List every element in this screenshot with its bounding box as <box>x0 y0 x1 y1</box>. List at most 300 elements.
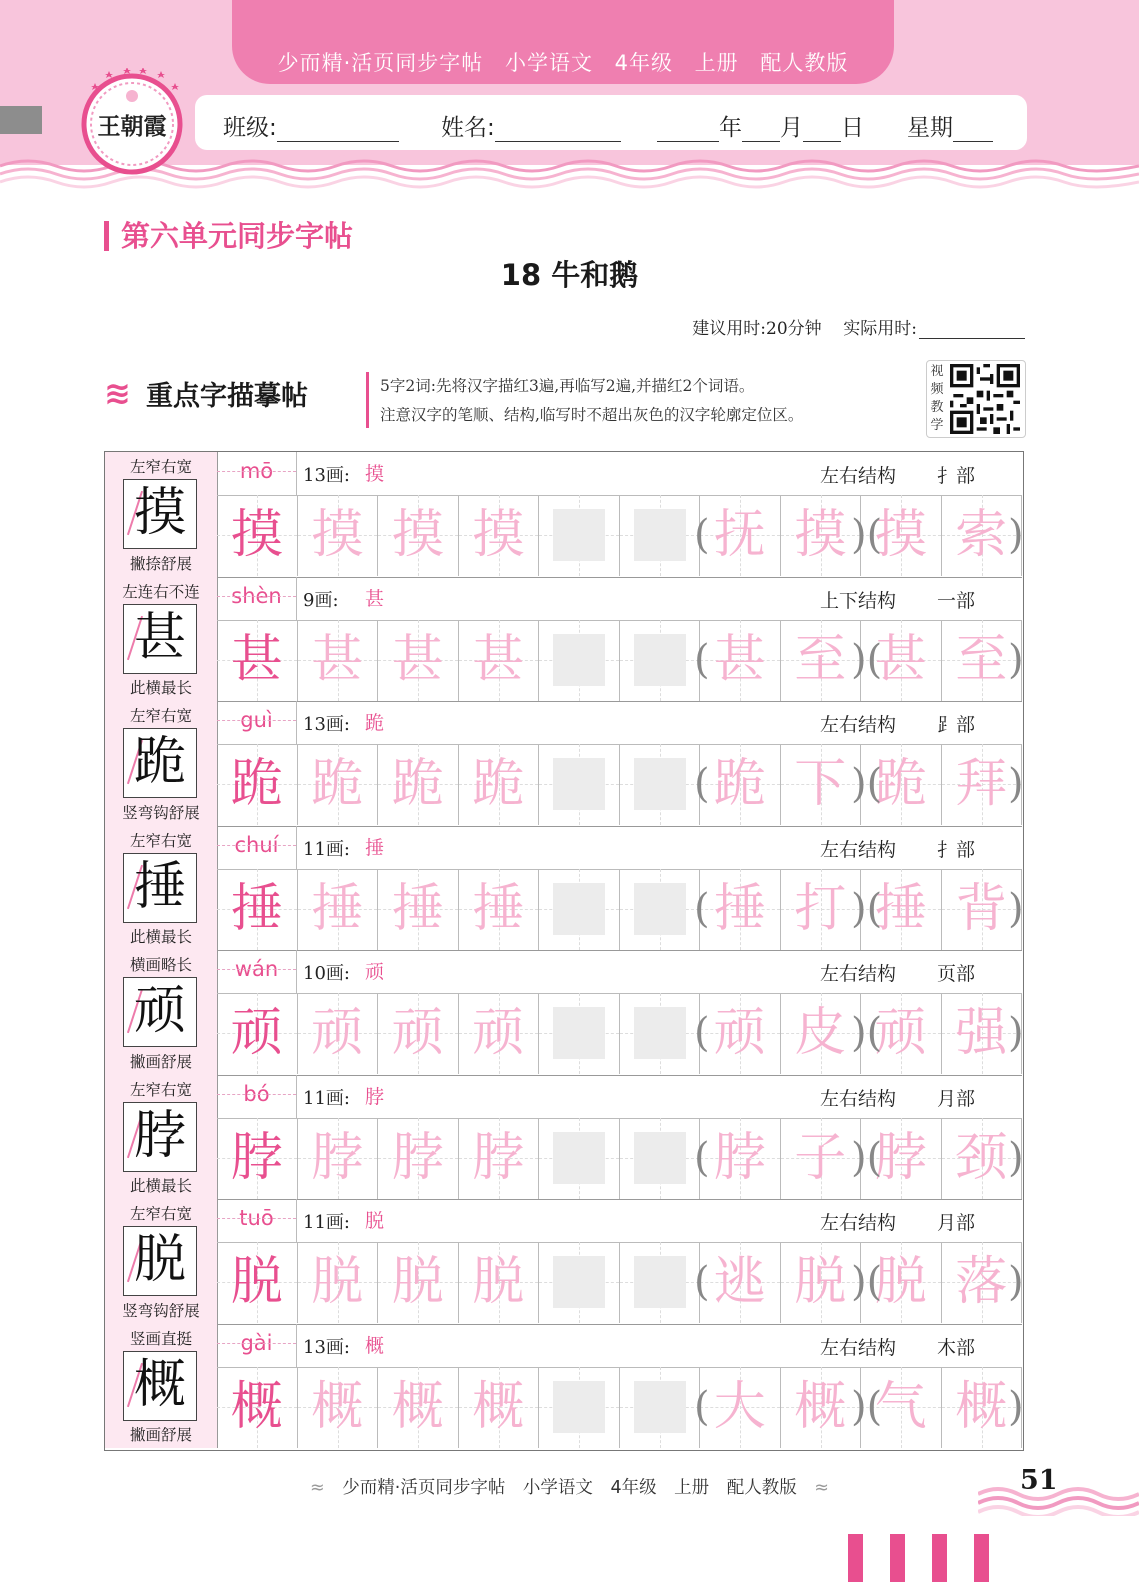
practice-cells <box>217 495 1022 576</box>
word-cell[interactable] <box>700 620 781 701</box>
char-info <box>217 1199 1022 1243</box>
structure: 左右结构 <box>820 1336 897 1359</box>
model-char-pink: 跪 <box>230 754 283 814</box>
model-char: 捶 <box>133 856 186 917</box>
word-char: 脱 <box>874 1252 927 1312</box>
word-char: 摸 <box>874 505 927 565</box>
write-cell[interactable] <box>539 1118 620 1199</box>
word-cell[interactable] <box>700 1367 781 1448</box>
trace-cell[interactable] <box>459 993 540 1074</box>
trace-char: 概 <box>311 1376 364 1437</box>
parenthesis: ( <box>694 512 710 558</box>
model-char-pink: 概 <box>230 1376 283 1437</box>
model-char: 脖 <box>133 1105 186 1166</box>
model-char-box <box>123 853 197 923</box>
write-cell[interactable] <box>620 495 701 576</box>
stroke-order-char: 脖 <box>365 1085 394 1108</box>
pinyin: bó <box>217 1075 297 1118</box>
trace-cell[interactable] <box>459 620 540 701</box>
parenthesis: )( <box>851 885 883 932</box>
word-char: 下 <box>794 754 847 814</box>
model-char-pink: 脱 <box>230 1252 283 1312</box>
trace-cell[interactable] <box>459 1367 540 1448</box>
char-row <box>105 1324 1022 1449</box>
logo-text: 王朝霞 <box>97 113 167 140</box>
write-cell[interactable] <box>539 869 620 950</box>
parenthesis: )( <box>851 636 883 683</box>
model-char-box <box>123 479 197 549</box>
model-char-box <box>123 1102 197 1172</box>
word-char: 逃 <box>713 1252 766 1312</box>
word-cell[interactable] <box>700 1118 781 1199</box>
page-wave <box>978 1482 1139 1516</box>
trace-char: 捶 <box>391 878 444 939</box>
word-cell[interactable] <box>781 993 862 1074</box>
trace-cell[interactable] <box>298 744 379 825</box>
trace-cell[interactable] <box>298 869 379 950</box>
parenthesis: )( <box>851 1134 883 1181</box>
parenthesis: )( <box>851 1010 883 1056</box>
write-cell[interactable] <box>539 620 620 701</box>
month-label: 月 <box>780 115 803 141</box>
trace-char: 顽 <box>311 1003 364 1063</box>
practice-cells <box>217 620 1022 701</box>
tip-top: 竖画直挺 <box>129 1329 192 1348</box>
model-char: 甚 <box>133 607 186 668</box>
char-row <box>105 577 1022 703</box>
trace-cell[interactable] <box>459 744 540 825</box>
word-char: 脱 <box>794 1252 847 1312</box>
ghost-outline <box>634 883 686 935</box>
stroke-order-char: 顽 <box>365 961 394 983</box>
ghost-outline <box>553 634 605 686</box>
trace-cell[interactable] <box>298 1242 379 1323</box>
structure: 左右结构 <box>820 465 897 487</box>
stroke-order-char: 捶 <box>365 836 394 859</box>
trace-cell[interactable] <box>459 495 540 576</box>
write-cell[interactable] <box>539 1242 620 1323</box>
radical: 扌部 <box>937 465 976 487</box>
parenthesis: ( <box>694 1134 710 1181</box>
word-char: 背 <box>955 878 1008 939</box>
word-cell[interactable] <box>781 1118 862 1199</box>
stroke-order <box>365 957 393 984</box>
ghost-outline <box>634 1381 686 1433</box>
wavy-lines-icon: ≋ <box>104 374 131 412</box>
trace-char: 脖 <box>472 1127 525 1188</box>
wavy-left-icon: ≈ <box>310 1478 325 1498</box>
tip-bottom: 竖弯钩舒展 <box>122 1301 200 1320</box>
parenthesis: ( <box>694 1259 710 1305</box>
wavy-right-icon: ≈ <box>814 1478 829 1498</box>
stroke-order <box>365 1206 393 1233</box>
ghost-outline <box>553 1381 605 1433</box>
trace-char: 摸 <box>472 505 525 565</box>
word-char: 脖 <box>713 1127 766 1188</box>
structure: 左右结构 <box>820 1212 897 1234</box>
model-char-box <box>123 604 197 674</box>
char-guide <box>105 950 218 1075</box>
trace-char: 捶 <box>311 878 364 939</box>
day-label: 日 <box>841 115 864 141</box>
class-field[interactable] <box>223 109 399 142</box>
stroke-order <box>365 1331 393 1358</box>
trace-cell[interactable] <box>378 495 459 576</box>
word-char: 颈 <box>955 1127 1008 1188</box>
write-cell[interactable] <box>539 993 620 1074</box>
stroke-order-char: 跪 <box>365 712 394 734</box>
pinyin: tuō <box>217 1199 297 1242</box>
model-char-box <box>123 977 197 1047</box>
practice-cells <box>217 1118 1022 1199</box>
char-row <box>105 1075 1022 1201</box>
section-header <box>104 372 1034 432</box>
practice-grid <box>104 451 1024 1451</box>
radical: 月部 <box>937 1212 976 1234</box>
section-divider <box>366 372 369 428</box>
char-info <box>217 452 1022 496</box>
trace-char: 概 <box>472 1376 525 1437</box>
model-cell <box>217 1118 298 1199</box>
ghost-outline <box>553 1132 605 1184</box>
parenthesis: ) <box>1008 885 1024 932</box>
title-bar <box>104 221 109 251</box>
trace-char: 摸 <box>391 505 444 565</box>
word-char: 概 <box>955 1376 1008 1437</box>
tip-top: 横画略长 <box>129 956 192 974</box>
tip-bottom: 此横最长 <box>129 679 192 697</box>
word-char: 至 <box>794 629 847 690</box>
model-char: 脱 <box>133 1230 186 1290</box>
word-cell[interactable] <box>781 620 862 701</box>
actual-time-label: 实际用时: <box>843 319 917 339</box>
footer-text: 少而精·活页同步字帖 小学语文 4年级 上册 配人教版 <box>342 1478 797 1498</box>
word-cell[interactable] <box>700 869 781 950</box>
trace-cell[interactable] <box>298 620 379 701</box>
stroke-order <box>365 708 393 735</box>
trace-char: 甚 <box>311 629 364 690</box>
trace-char: 摸 <box>311 505 364 565</box>
trace-char: 脱 <box>472 1252 525 1312</box>
video-qr[interactable] <box>926 360 1026 438</box>
tip-top: 左窄右宽 <box>129 458 192 476</box>
trace-char: 概 <box>391 1376 444 1437</box>
page-number: 51 <box>1020 1465 1058 1496</box>
unit-title-text: 第六单元同步字帖 <box>121 219 354 253</box>
practice-cells <box>217 993 1022 1074</box>
parenthesis: ( <box>694 636 710 683</box>
radical: 扌部 <box>937 838 976 861</box>
stroke-order-char: 甚 <box>365 587 394 610</box>
model-char: 顽 <box>133 981 186 1041</box>
parenthesis: ) <box>1008 1383 1024 1430</box>
date-field[interactable] <box>657 109 864 142</box>
word-char: 强 <box>955 1003 1008 1063</box>
trace-cell[interactable] <box>459 1242 540 1323</box>
footer <box>0 1474 1139 1499</box>
name-label: 姓名: <box>441 115 495 141</box>
char-info <box>217 1324 1022 1368</box>
stroke-order <box>365 459 393 486</box>
trace-char: 跪 <box>391 754 444 814</box>
pinyin: chuí <box>217 826 297 869</box>
ghost-outline <box>634 1256 686 1308</box>
word-char: 至 <box>955 629 1008 690</box>
ghost-outline <box>553 509 605 561</box>
stroke-count: 9画: <box>303 589 339 611</box>
practice-cells <box>217 1367 1022 1448</box>
tip-bottom: 撇捺舒展 <box>129 554 192 573</box>
word-char: 打 <box>794 878 847 939</box>
word-cell[interactable] <box>700 993 781 1074</box>
model-char: 摸 <box>133 483 186 543</box>
model-cell <box>217 869 298 950</box>
ghost-outline <box>553 758 605 810</box>
practice-cells <box>217 869 1022 950</box>
stroke-order <box>365 833 393 860</box>
trace-char: 甚 <box>391 629 444 690</box>
parenthesis: )( <box>851 1383 883 1430</box>
practice-cells <box>217 1242 1022 1323</box>
trace-char: 捶 <box>472 878 525 939</box>
trace-cell[interactable] <box>298 993 379 1074</box>
stroke-count: 13画: <box>303 1336 350 1358</box>
qr-label: 视频教学 <box>930 364 944 433</box>
char-guide <box>105 452 218 577</box>
char-guide <box>105 577 218 702</box>
model-char-box <box>123 728 197 798</box>
section-title: 重点字描摹帖 <box>146 381 308 412</box>
qr-code-icon <box>949 364 1021 434</box>
word-char: 摸 <box>794 505 847 565</box>
parenthesis: ) <box>1008 761 1024 807</box>
model-char-pink: 摸 <box>230 505 283 565</box>
suggested-time: 建议用时:20分钟 <box>692 319 822 339</box>
parenthesis: ) <box>1008 1259 1024 1305</box>
char-row <box>105 826 1022 952</box>
trace-char: 跪 <box>472 754 525 814</box>
ghost-outline <box>634 634 686 686</box>
word-cell[interactable] <box>781 869 862 950</box>
lesson-title: 18 牛和鹅 <box>500 258 639 292</box>
word-cell[interactable] <box>781 1242 862 1323</box>
ghost-outline <box>634 758 686 810</box>
parenthesis: )( <box>851 1259 883 1305</box>
trace-char: 顽 <box>391 1003 444 1063</box>
word-char: 拜 <box>955 754 1008 814</box>
stroke-order <box>365 1082 393 1109</box>
model-cell <box>217 1367 298 1448</box>
word-char: 脖 <box>874 1127 927 1188</box>
tip-bottom: 此横最长 <box>129 1177 192 1195</box>
word-char: 气 <box>874 1376 927 1437</box>
parenthesis: ( <box>694 885 710 932</box>
model-cell <box>217 744 298 825</box>
parenthesis: ) <box>1008 1010 1024 1056</box>
stroke-count: 13画: <box>303 465 350 486</box>
trace-cell[interactable] <box>378 1242 459 1323</box>
trace-cell[interactable] <box>378 1118 459 1199</box>
actual-time-blank[interactable] <box>919 320 1025 339</box>
write-cell[interactable] <box>620 1367 701 1448</box>
radical: ⻊部 <box>937 714 976 736</box>
student-info-box <box>195 95 1027 150</box>
ghost-outline <box>553 883 605 935</box>
word-char: 抚 <box>713 505 766 565</box>
word-char: 顽 <box>713 1003 766 1063</box>
stroke-count: 10画: <box>303 963 350 984</box>
trace-char: 脖 <box>311 1127 364 1188</box>
word-char: 索 <box>955 505 1008 565</box>
char-guide <box>105 1075 218 1200</box>
trace-cell[interactable] <box>378 744 459 825</box>
word-cell[interactable] <box>781 744 862 825</box>
word-cell[interactable] <box>700 1242 781 1323</box>
structure: 上下结构 <box>820 589 897 612</box>
tip-bottom: 竖弯钩舒展 <box>122 803 200 822</box>
trace-char: 顽 <box>472 1003 525 1063</box>
word-char: 跪 <box>713 754 766 814</box>
radical: 月部 <box>937 1087 976 1110</box>
char-guide <box>105 826 218 951</box>
trace-cell[interactable] <box>378 993 459 1074</box>
trace-cell[interactable] <box>378 620 459 701</box>
ghost-outline <box>634 1007 686 1059</box>
trace-char: 脖 <box>391 1127 444 1188</box>
tip-bottom: 此横最长 <box>129 928 192 946</box>
word-char: 皮 <box>794 1003 847 1063</box>
trace-char: 脱 <box>311 1252 364 1312</box>
model-char: 跪 <box>133 732 186 792</box>
write-cell[interactable] <box>620 869 701 950</box>
char-info <box>217 701 1022 745</box>
char-info <box>217 1075 1022 1119</box>
parenthesis: ) <box>1008 512 1024 558</box>
parenthesis: )( <box>851 512 883 558</box>
pink-bars <box>848 1534 998 1582</box>
char-row <box>105 950 1022 1076</box>
char-guide <box>105 701 218 826</box>
unit-title <box>104 214 353 255</box>
word-char: 顽 <box>874 1003 927 1063</box>
trace-cell[interactable] <box>298 1367 379 1448</box>
pinyin: gài <box>217 1324 297 1367</box>
tip-bottom: 撇画舒展 <box>129 1426 192 1444</box>
trace-cell[interactable] <box>298 495 379 576</box>
model-cell <box>217 495 298 576</box>
model-char-pink: 捶 <box>230 878 283 939</box>
write-cell[interactable] <box>539 744 620 825</box>
model-char-box <box>123 1351 197 1421</box>
write-cell[interactable] <box>620 744 701 825</box>
word-char: 子 <box>794 1127 847 1188</box>
tip-top: 左窄右宽 <box>129 707 192 725</box>
pinyin: mō <box>217 452 297 495</box>
pinyin: guì <box>217 701 297 744</box>
trace-cell[interactable] <box>378 869 459 950</box>
trace-cell[interactable] <box>378 1367 459 1448</box>
word-cell[interactable] <box>700 744 781 825</box>
tip-top: 左连右不连 <box>122 582 200 601</box>
write-cell[interactable] <box>539 495 620 576</box>
time-info <box>692 314 1025 339</box>
write-cell[interactable] <box>620 1118 701 1199</box>
write-cell[interactable] <box>620 993 701 1074</box>
write-cell[interactable] <box>620 1242 701 1323</box>
trace-char: 跪 <box>311 754 364 814</box>
model-char-pink: 脖 <box>230 1127 283 1188</box>
trace-char: 甚 <box>472 629 525 690</box>
stroke-order-char: 摸 <box>365 463 394 485</box>
stroke-count: 11画: <box>303 1212 350 1233</box>
stroke-order-char: 概 <box>365 1334 394 1357</box>
write-cell[interactable] <box>539 1367 620 1448</box>
pinyin: shèn <box>217 577 297 620</box>
word-char: 甚 <box>713 629 766 690</box>
radical: 页部 <box>937 963 976 985</box>
ghost-outline <box>553 1256 605 1308</box>
char-guide <box>105 1324 218 1449</box>
structure: 左右结构 <box>820 963 897 985</box>
note-line-1: 5字2词:先将汉字描红3遍,再临写2遍,并描红2个词语。 <box>380 377 755 395</box>
name-field[interactable] <box>441 109 621 142</box>
parenthesis: ( <box>694 761 710 807</box>
edge-tab <box>0 106 42 134</box>
word-cell[interactable] <box>700 495 781 576</box>
model-cell <box>217 1242 298 1323</box>
ghost-outline <box>553 1007 605 1059</box>
trace-cell[interactable] <box>459 869 540 950</box>
parenthesis: ( <box>694 1010 710 1056</box>
stroke-order <box>365 584 393 611</box>
ghost-outline <box>634 509 686 561</box>
char-info <box>217 577 1022 621</box>
practice-cells <box>217 744 1022 825</box>
char-row <box>105 452 1022 578</box>
word-char: 大 <box>713 1376 766 1437</box>
section-note <box>380 372 803 430</box>
char-row <box>105 1199 1022 1325</box>
trace-cell[interactable] <box>459 1118 540 1199</box>
tip-top: 左窄右宽 <box>129 831 192 850</box>
char-guide <box>105 1199 218 1324</box>
word-cell[interactable] <box>781 1367 862 1448</box>
model-char-pink: 甚 <box>230 629 283 690</box>
model-char: 概 <box>133 1354 186 1415</box>
trace-char: 脱 <box>391 1252 444 1312</box>
stroke-count: 11画: <box>303 1087 350 1109</box>
weekday-field[interactable] <box>907 109 993 142</box>
word-char: 概 <box>794 1376 847 1437</box>
parenthesis: ) <box>1008 636 1024 683</box>
model-char-box <box>123 1226 197 1296</box>
stroke-count: 13画: <box>303 714 350 735</box>
stroke-order-char: 脱 <box>365 1210 394 1232</box>
word-char: 甚 <box>874 629 927 690</box>
trace-cell[interactable] <box>298 1118 379 1199</box>
word-char: 落 <box>955 1252 1008 1312</box>
model-char-pink: 顽 <box>230 1003 283 1063</box>
word-cell[interactable] <box>781 495 862 576</box>
radical: 木部 <box>937 1336 976 1359</box>
parenthesis: ( <box>694 1383 710 1430</box>
model-cell <box>217 993 298 1074</box>
parenthesis: ) <box>1008 1134 1024 1181</box>
word-char: 捶 <box>874 878 927 939</box>
ghost-outline <box>634 1132 686 1184</box>
write-cell[interactable] <box>620 620 701 701</box>
pinyin: wán <box>217 950 297 993</box>
